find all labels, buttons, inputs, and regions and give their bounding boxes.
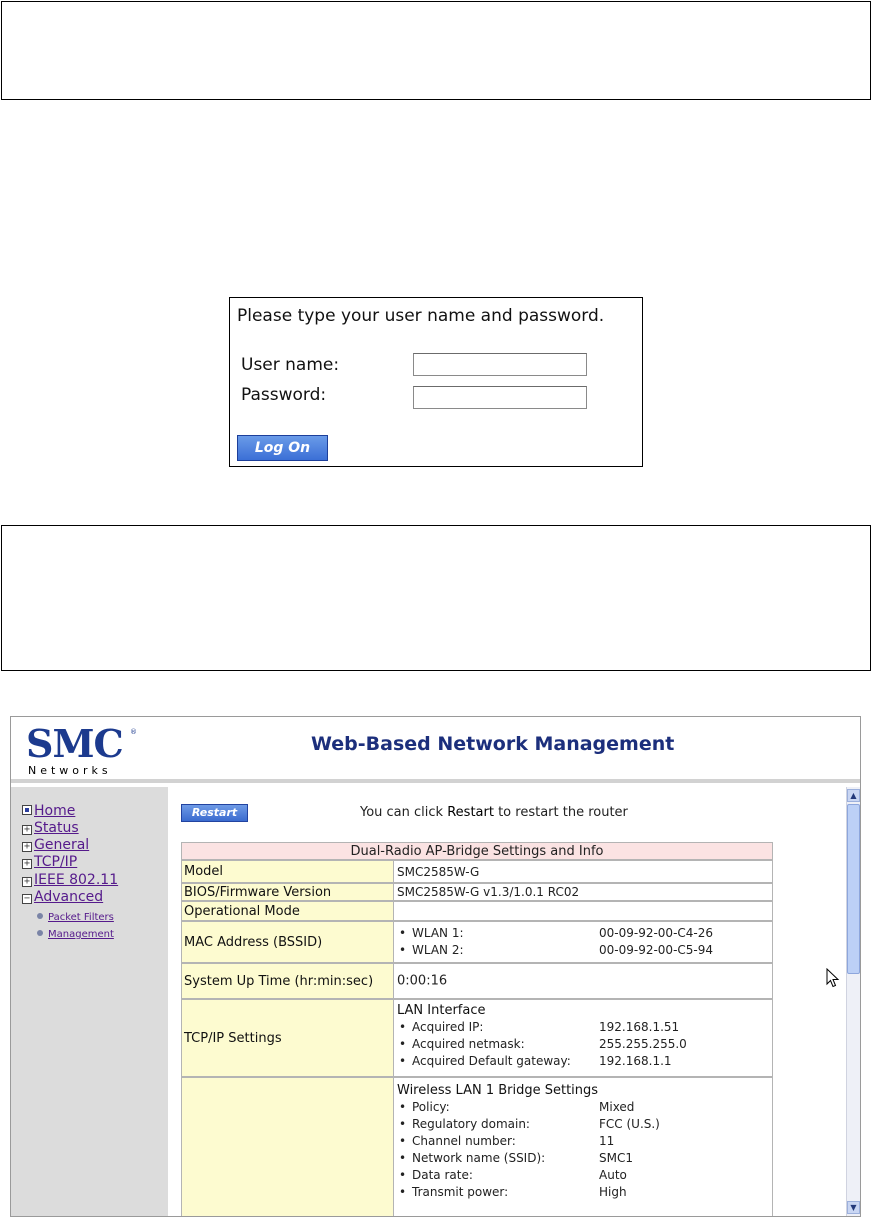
bullet: • <box>399 1134 407 1148</box>
table-row <box>181 963 773 999</box>
sidebar-item-label: General <box>34 837 90 853</box>
bios-firmware-value: SMC2585W-G v1.3/1.0.1 RC02 <box>397 885 580 899</box>
bullet: • <box>399 1185 407 1199</box>
operational-mode-value-cell <box>394 901 773 920</box>
note-box-top <box>1 1 871 100</box>
lan-netmask-label: Acquired netmask: <box>412 1037 525 1051</box>
page-title: Web-Based Network Management <box>311 733 675 755</box>
login-dialog <box>229 297 643 467</box>
lan-gateway-label: Acquired Default gateway: <box>412 1054 571 1068</box>
table-row <box>181 860 773 883</box>
sidebar-subitem-label: Packet Filters <box>48 912 114 923</box>
plus-box-icon: + <box>23 858 31 869</box>
logo-subtitle: Networks <box>28 764 112 777</box>
sidebar-subitem-label: Management <box>48 929 114 940</box>
list-item <box>397 1167 772 1184</box>
wlan-rate-value: Auto <box>599 1168 627 1182</box>
bios-firmware-label: BIOS/Firmware Version <box>181 883 394 900</box>
sidebar-item-advanced[interactable] <box>22 889 103 905</box>
bios-firmware-value-cell <box>394 883 773 900</box>
sidebar-item-home[interactable] <box>22 803 75 819</box>
main-content <box>168 787 846 1217</box>
model-value: SMC2585W-G <box>397 864 480 879</box>
list-item <box>397 925 772 942</box>
wlan-domain-label: Regulatory domain: <box>412 1117 530 1131</box>
sidebar-item-label: Home <box>34 803 76 819</box>
list-item <box>397 1184 772 1201</box>
mouse-pointer-icon <box>826 968 840 988</box>
bullet: • <box>399 1054 407 1068</box>
plus-box-icon: + <box>23 824 31 835</box>
lan-ip-label: Acquired IP: <box>412 1020 484 1034</box>
tcpip-settings-label: TCP/IP Settings <box>181 999 394 1076</box>
bullet: • <box>399 943 407 957</box>
user-name-label: User name: <box>241 355 340 375</box>
sidebar-item-label: Status <box>34 820 79 836</box>
sidebar-item-label: TCP/IP <box>34 854 78 870</box>
table-row <box>181 883 773 901</box>
list-item <box>397 1036 772 1053</box>
sidebar-item-tcpip[interactable] <box>22 854 77 870</box>
home-square-icon <box>22 805 32 815</box>
bullet: • <box>399 1037 407 1051</box>
router-web-ui <box>10 716 861 1217</box>
logo-brand: SMC <box>26 721 123 766</box>
list-item <box>397 1133 772 1150</box>
list-item <box>397 1099 772 1116</box>
wlan-ssid-value: SMC1 <box>599 1151 633 1165</box>
log-on-button[interactable]: Log On <box>237 435 328 461</box>
sidebar-item-general[interactable] <box>22 837 89 853</box>
wlan-rate-label: Data rate: <box>412 1168 473 1182</box>
login-prompt: Please type your user name and password. <box>237 306 605 326</box>
wlan-power-label: Transmit power: <box>412 1185 509 1199</box>
sidebar-item-status[interactable] <box>22 820 79 836</box>
password-input[interactable] <box>413 386 587 409</box>
bullet: • <box>399 1151 407 1165</box>
bullet: • <box>399 1100 407 1114</box>
system-up-time-value: 0:00:16 <box>397 973 448 989</box>
smc-networks-logo <box>26 721 137 777</box>
model-value-cell <box>394 860 773 882</box>
wlan-ssid-label: Network name (SSID): <box>412 1151 546 1165</box>
wlan-channel-label: Channel number: <box>412 1134 516 1148</box>
table-row <box>181 921 773 963</box>
restart-message-post: to restart the router <box>493 805 628 820</box>
note-box-bottom <box>1 525 871 671</box>
list-item <box>397 1053 772 1070</box>
sidebar-item-label: Advanced <box>34 889 104 905</box>
user-name-input[interactable] <box>413 353 587 376</box>
system-up-time-label: System Up Time (hr:min:sec) <box>181 963 394 998</box>
mac-wlan2-label: WLAN 2: <box>412 943 464 957</box>
restart-message <box>360 805 628 820</box>
restart-button[interactable]: Restart <box>181 804 248 822</box>
bullet: • <box>399 926 407 940</box>
mac-wlan2-value: 00-09-92-00-C5-94 <box>599 943 714 957</box>
table-caption: Dual-Radio AP-Bridge Settings and Info <box>181 842 773 860</box>
wlan-domain-value: FCC (U.S.) <box>599 1117 660 1131</box>
wlan-power-value: High <box>599 1185 627 1199</box>
minus-box-icon: − <box>23 893 31 904</box>
list-item <box>397 1116 772 1133</box>
plus-box-icon: + <box>23 876 31 887</box>
wireless-settings-value-cell <box>394 1077 773 1217</box>
restart-message-bold: Restart <box>447 805 494 820</box>
bullet-dot-icon <box>37 930 43 936</box>
sidebar-nav <box>11 787 168 1217</box>
restart-message-pre: You can click <box>360 805 448 820</box>
mac-address-value-cell <box>394 921 773 962</box>
mac-address-label: MAC Address (BSSID) <box>181 921 394 962</box>
wlan-policy-label: Policy: <box>412 1100 450 1114</box>
mac-wlan1-value: 00-09-92-00-C4-26 <box>599 926 714 940</box>
scroll-up-arrow-icon[interactable]: ▲ <box>847 789 860 802</box>
bullet: • <box>399 1168 407 1182</box>
tcpip-settings-value-cell <box>394 999 773 1076</box>
sidebar-item-label: IEEE 802.11 <box>34 872 119 888</box>
router-header <box>11 717 860 783</box>
lan-gateway-value: 192.168.1.1 <box>599 1054 672 1068</box>
operational-mode-label: Operational Mode <box>181 901 394 920</box>
wireless-settings-label <box>181 1077 394 1217</box>
lan-interface-heading: LAN Interface <box>397 1003 486 1018</box>
sidebar-item-ieee80211[interactable] <box>22 872 118 888</box>
scroll-down-arrow-icon[interactable]: ▼ <box>847 1201 860 1214</box>
wlan-policy-value: Mixed <box>599 1100 635 1114</box>
mac-wlan1-label: WLAN 1: <box>412 926 464 940</box>
bullet: • <box>399 1020 407 1034</box>
sidebar-subitem-management[interactable] <box>37 929 114 940</box>
lan-ip-value: 192.168.1.51 <box>599 1020 680 1034</box>
vertical-scrollbar[interactable] <box>846 787 860 1217</box>
wlan1-bridge-heading: Wireless LAN 1 Bridge Settings <box>397 1083 599 1098</box>
password-label: Password: <box>241 385 327 405</box>
system-up-time-value-cell <box>394 963 773 998</box>
list-item <box>397 1150 772 1167</box>
model-label: Model <box>181 860 394 882</box>
table-row <box>181 1077 773 1217</box>
bullet: • <box>399 1117 407 1131</box>
list-item <box>397 942 772 959</box>
lan-netmask-value: 255.255.255.0 <box>599 1037 687 1051</box>
plus-box-icon: + <box>23 841 31 852</box>
table-row <box>181 999 773 1077</box>
list-item <box>397 1019 772 1036</box>
scrollbar-thumb[interactable] <box>847 804 860 974</box>
wlan-channel-value: 11 <box>599 1134 615 1148</box>
table-row <box>181 901 773 921</box>
sidebar-subitem-packet-filters[interactable] <box>37 912 114 923</box>
logo-registered-mark: ® <box>130 728 137 736</box>
bullet-dot-icon <box>37 913 43 919</box>
